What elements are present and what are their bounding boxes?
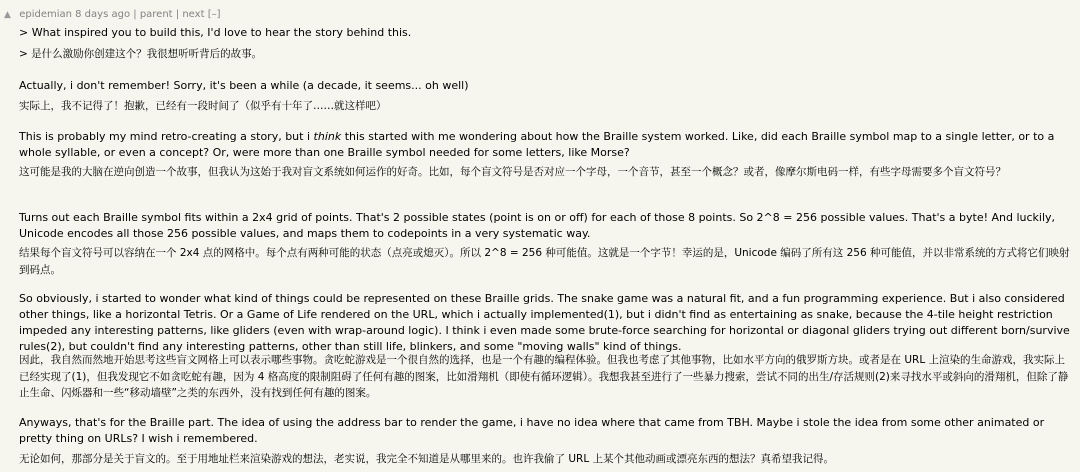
quote-english: > What inspired you to build this, I'd love to hear the story behind this.	[19, 26, 412, 39]
paragraph-1-chinese: 实际上，我不记得了！抱歉，已经有一段时间了（似乎有十年了……就这样吧）	[19, 100, 387, 112]
comment-header	[4, 8, 221, 22]
separator: |	[133, 9, 137, 20]
paragraph-4-chinese: 因此，我自然而然地开始思考这些盲文网格上可以表示哪些事物。贪吃蛇游戏是一个很自然的选择，也是一个有趣的编程体验。但我也考虑了其他事物，比如水平方向的俄罗斯方块。或者是在 URL 上渲染的生命游戏，我实际上已经实现了(1)，但我发现它不如贪吃蛇有趣，因为 4 格高度的限制阻碍了任何有趣的图案，比如滑翔机（即使有循环逻辑）。我想我甚至进行了一些暴力搜索，尝试不同的出生/存活规则(2)来寻找水平或斜向的滑翔机，但除了静止生命、闪烁器和一些“移动墙壁”之类的东西外，没有找到任何有趣的图案。	[19, 354, 1069, 399]
parent-link[interactable]: parent	[139, 9, 173, 20]
paragraph-2-text-b: this started with me wondering about how the Braille system worked. Like, did each Braille symbol map to a single letter, or to a whole syllable, or even a concept? Or, were more than one Braille symbol needed for some letters, like Morse?	[19, 130, 1055, 159]
paragraph-2-chinese: 这可能是我的大脑在逆向创造一个故事，但我认为这始于我对盲文系统如何运作的好奇。比如，每个盲文符号是否对应一个字母，一个音节，甚至一个概念？或者，像摩尔斯电码一样，有些字母需要多个盲文符号？	[19, 166, 1006, 178]
paragraph-3-chinese: 结果每个盲文符号可以容纳在一个 2x4 点的网格中。每个点有两种可能的状态（点亮或熄灭）。所以 2^8 = 256 种可能值。这就是一个字节！幸运的是，Unicode 编码了所有这 256 种可能值，并以非常系统的方式将它们映射到码点。	[19, 247, 1070, 276]
paragraph-3-english: Turns out each Braille symbol fits within a 2x4 grid of points. That's 2 possible states (point is on or off) for each of those 8 points. So 2^8 = 256 possible values. That's a byte! And luckily, Unicode encodes all those 256 possible values, and maps them to codepoints in a very systematic way.	[19, 211, 1056, 240]
paragraph-2-text-a: This is probably my mind retro-creating a story, but i	[19, 130, 314, 143]
paragraph-1-english: Actually, i don't remember! Sorry, it's been a while (a decade, it seems... oh well)	[19, 79, 469, 92]
paragraph-5-chinese: 无论如何，那部分是关于盲文的。至于用地址栏来渲染游戏的想法，老实说，我完全不知道是从哪里来的。也许我偷了 URL 上某个其他动画或漂亮东西的想法？真希望我记得。	[19, 453, 835, 465]
paragraph-5-english: Anyways, that's for the Braille part. The idea of using the address bar to render the game, i have no idea where that came from TBH. Maybe i stole the idea from some other animated or pretty thing on URLs? I wish i remembered.	[19, 416, 1045, 445]
quote-chinese: > 是什么激励你创建这个？我很想听听背后的故事。	[19, 48, 263, 60]
comment-author[interactable]: epidemian	[19, 9, 72, 20]
paragraph-2-emphasis: think	[313, 130, 342, 143]
next-link[interactable]: next	[182, 9, 205, 20]
paragraph-4-english: So obviously, i started to wonder what kind of things could be represented on these Braille grids. The snake game was a natural fit, and a fun programming experience. But i also considered other things, like a horizontal Tetris. Or a Game of Life rendered on the URL, which i actually implemented(1), but i didn't find as entertaining as snake, because the 4-tile height restriction impeded any interesting patterns, like gliders (even with wrap-around logic). I think i even made some brute-force searching for horizontal or diagonal gliders trying out different born/survive rules(2), but couldn't find any interesting patterns, other than still life, blinkers, and some "moving walls" kind of things.	[19, 292, 1070, 353]
comment-age[interactable]: 8 days ago	[75, 9, 131, 20]
paragraph-2-english	[19, 129, 1073, 161]
upvote-arrow-icon[interactable]: ▲	[4, 10, 11, 20]
collapse-toggle[interactable]: [–]	[207, 9, 221, 20]
separator: |	[175, 9, 180, 20]
